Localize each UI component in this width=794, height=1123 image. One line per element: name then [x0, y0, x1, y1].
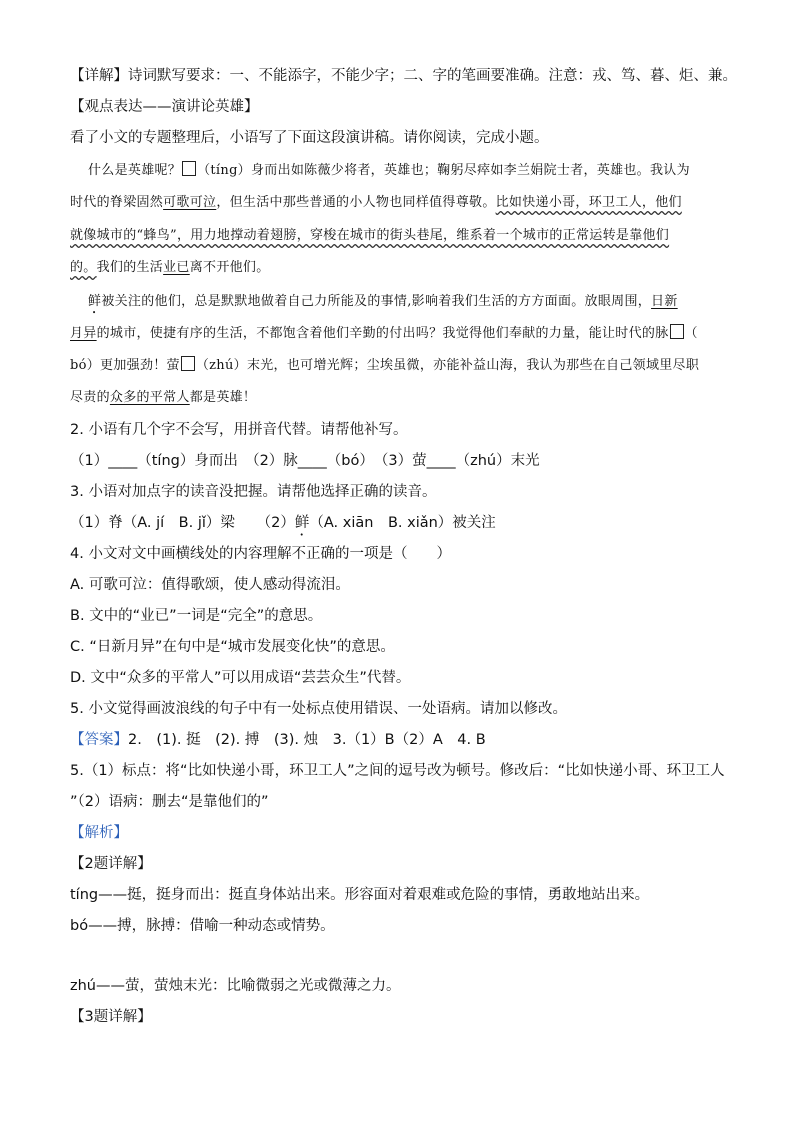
question-2: 2. 小语有几个字不会写，用拼音代替。请帮他补写。 — [70, 422, 408, 438]
answer-5-line: ”（2）语病：删去“是靠他们的” — [70, 794, 269, 810]
underlined-phrase: 月异 — [70, 326, 97, 341]
blank-box — [670, 324, 684, 339]
wavy-sentence: 比如快递小哥，环卫工人，他们 — [495, 195, 682, 210]
dotted-char: 鲜 — [88, 294, 102, 309]
blank-box — [182, 161, 196, 176]
analysis-tag: 【解析】 — [70, 825, 128, 841]
wavy-sentence: 的。 — [70, 260, 97, 275]
section-heading: 【观点表达——演讲论英雄】 — [70, 99, 259, 115]
question-3-options: （1）脊（A. jí B. jǐ）梁 （2）鲜（A. xiān B. xiǎn）被关注 — [70, 515, 496, 531]
option-c: C. “日新月异”在句中是“城市发展变化快”的意思。 — [70, 639, 395, 655]
speech-line: 鲜被关注的他们，总是默默地做着自己力所能及的事情,影响着我们生活的方方面面。放眼周围，日新 — [88, 294, 678, 309]
option-d: D. 文中“众多的平常人”可以用成语“芸芸众生”代替。 — [70, 670, 411, 686]
detail-heading-3: 【3题详解】 — [70, 1009, 152, 1025]
option-b: B. 文中的“业已”一词是“完全”的意思。 — [70, 608, 323, 624]
speech-line: 时代的脊梁固然可歌可泣，但生活中那些普通的小人物也同样值得尊敬。比如快递小哥，环卫工人，他们 — [70, 195, 682, 210]
underlined-phrase: 业已 — [163, 260, 190, 275]
explanation-line: tíng——挺，挺身而出：挺直身体站出来。形容面对着艰难或危险的事情，勇敢地站出来。 — [70, 887, 650, 903]
question-3: 3. 小语对加点字的读音没把握。请帮他选择正确的读音。 — [70, 484, 437, 500]
speech-line: 什么是英雄呢？ （tíng）身而出如陈薇少将者，英雄也；鞠躬尽瘁如李兰娟院士者，英雄也。我认为 — [88, 163, 690, 178]
underlined-phrase: 众多的平常人 — [109, 390, 190, 405]
answer-5-line: 5.（1）标点：将“比如快递小哥，环卫工人”之间的逗号改为顿号。修改后：“比如快递小哥、环卫工人 — [70, 763, 725, 779]
speech-line — [70, 226, 669, 246]
answer-line: 【答案】2. (1). 挺 (2). 搏 (3). 烛 3.（1）B（2）A 4. B — [70, 732, 486, 748]
blank-box — [181, 356, 195, 371]
question-5: 5. 小文觉得画波浪线的句子中有一处标点使用错误、一处语病。请加以修改。 — [70, 701, 567, 717]
speech-line: bó）更加强劲！萤 （zhú）末光，也可增光辉；尘埃虽微，亦能补益山海，我认为那些在自己领域里尽职 — [70, 358, 700, 373]
underlined-phrase: 日新 — [651, 294, 678, 309]
question-4: 4. 小文对文中画横线处的内容理解不正确的一项是（ ） — [70, 546, 451, 562]
answer-tag: 【答案】 — [70, 732, 128, 748]
intro-line: 看了小文的专题整理后，小语写了下面这段演讲稿。请你阅读，完成小题。 — [70, 130, 549, 146]
speech-line: 月异的城市，使捷有序的生活，不都饱含着他们辛勤的付出吗？我觉得他们奉献的力量，能让时代的脉 （ — [70, 326, 698, 341]
explanation-line: bó——搏，脉搏：借喻一种动态或情势。 — [70, 918, 335, 934]
option-a: A. 可歌可泣：值得歌颂，使人感动得流泪。 — [70, 577, 350, 593]
speech-line: 的。我们的生活业已离不开他们。 — [70, 260, 270, 275]
underlined-phrase: 可歌可泣 — [163, 195, 217, 210]
dotted-char: 鲜 — [294, 515, 310, 531]
speech-line: 尽责的众多的平常人都是英雄！ — [70, 390, 257, 405]
detail-line: 【详解】诗词默写要求：一、不能添字，不能少字；二、字的笔画要准确。注意：戎、笃、暮、炬、兼。 — [70, 68, 737, 84]
explanation-line: zhú——萤，萤烛末光：比喻微弱之光或微薄之力。 — [70, 978, 401, 994]
detail-heading-2: 【2题详解】 — [70, 856, 152, 872]
wavy-sentence: 就像城市的“蜂鸟”，用力地撑动着翅膀，穿梭在城市的街头巷尾，维系着一个城市的正常运转是靠他们 — [70, 228, 670, 243]
question-2-options: （1）____（tíng）身而出 （2）脉____（bó） （3）萤____（zhú）末光 — [70, 453, 540, 469]
